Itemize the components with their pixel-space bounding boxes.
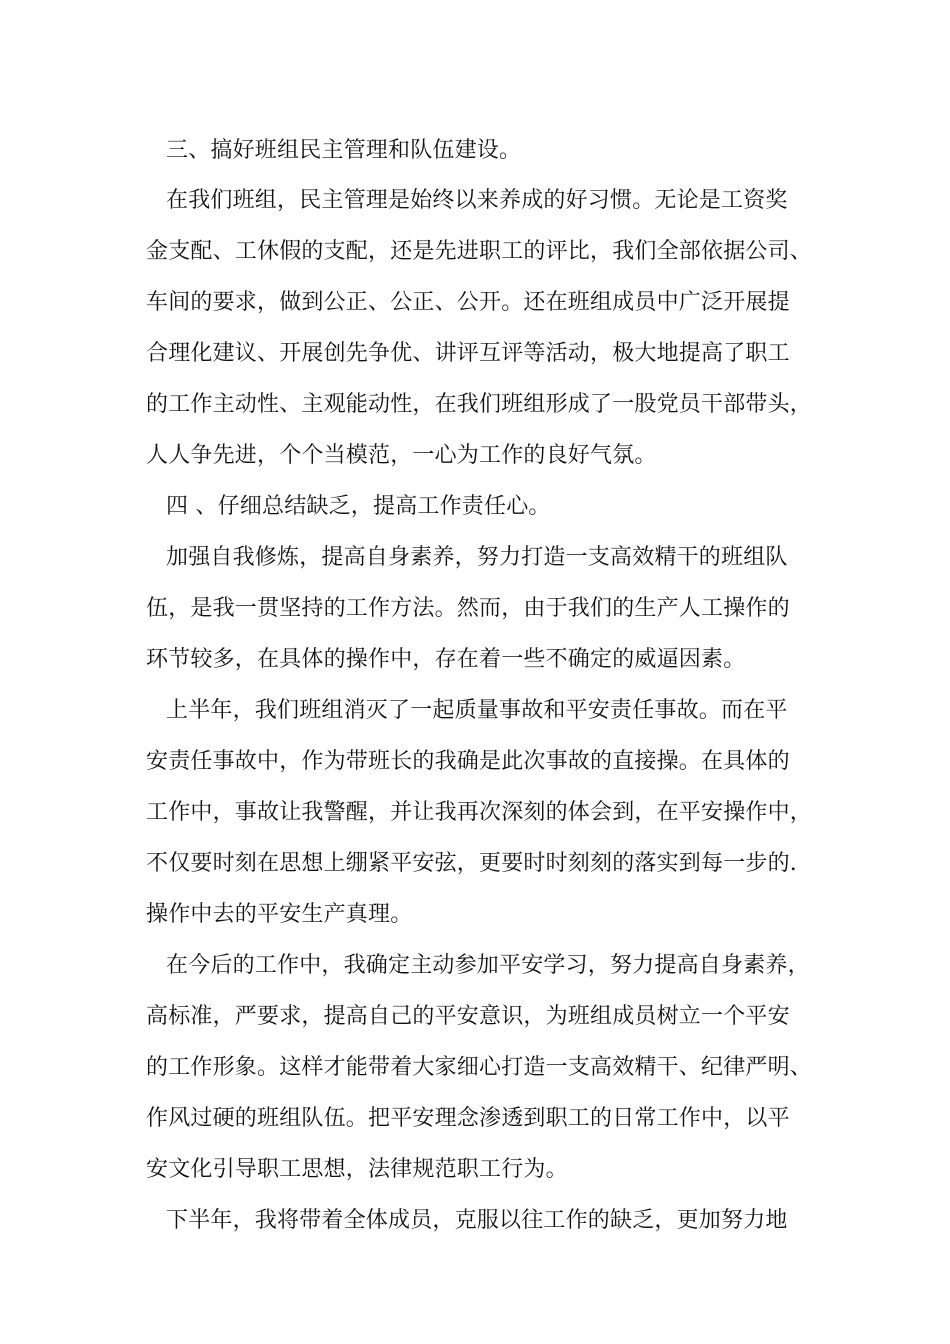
paragraph-line: 环节较多，在具体的操作中，存在着一些不确定的威逼因素。 xyxy=(146,647,746,672)
paragraph-line: 金支配、工休假的支配，还是先进职工的评比，我们全部依据公司、 xyxy=(146,239,813,264)
paragraph-line: 安文化引导职工思想，法律规范职工行为。 xyxy=(146,1157,568,1182)
paragraph-line: 伍，是我一贯坚持的工作方法。然而，由于我们的生产人工操作的 xyxy=(146,596,790,621)
paragraph-line: 高标准，严要求，提高自己的平安意识，为班组成员树立一个平安 xyxy=(146,1004,790,1029)
paragraph-line: 合理化建议、开展创先争优、讲评互评等活动，极大地提高了职工 xyxy=(146,341,790,366)
heading-section-four: 四 、仔细总结缺乏，提高工作责任心。 xyxy=(166,494,551,519)
paragraph-line: 人人争先进，个个当模范，一心为工作的良好气氛。 xyxy=(146,443,657,468)
paragraph-line: 操作中去的平安生产真理。 xyxy=(146,902,413,927)
paragraph-line: 在我们班组，民主管理是始终以来养成的好习惯。无论是工资奖 xyxy=(166,188,788,213)
paragraph-line: 上半年，我们班组消灭了一起质量事故和平安责任事故。而在平 xyxy=(166,698,788,723)
paragraph-line: 车间的要求，做到公正、公正、公开。还在班组成员中广泛开展提 xyxy=(146,290,790,315)
paragraph-line: 的工作主动性、主观能动性，在我们班组形成了一股党员干部带头， xyxy=(146,392,813,417)
heading-section-three: 三、搞好班组民主管理和队伍建设。 xyxy=(166,138,522,163)
paragraph-line: 下半年，我将带着全体成员，克服以往工作的缺乏，更加努力地 xyxy=(166,1208,788,1233)
paragraph-line: 工作中，事故让我警醒，并让我再次深刻的体会到，在平安操作中， xyxy=(146,800,813,825)
paragraph-line: 作风过硬的班组队伍。把平安理念渗透到职工的日常工作中，以平 xyxy=(146,1106,790,1131)
paragraph-line: 安责任事故中，作为带班长的我确是此次事故的直接操。在具体的 xyxy=(146,749,790,774)
paragraph-line: 不仅要时刻在思想上绷紧平安弦，更要时时刻刻的落实到每一步的. xyxy=(146,851,797,876)
paragraph-line: 在今后的工作中，我确定主动参加平安学习，努力提高自身素养， xyxy=(166,953,810,978)
paragraph-line: 的工作形象。这样才能带着大家细心打造一支高效精干、纪律严明、 xyxy=(146,1055,813,1080)
paragraph-line: 加强自我修炼，提高自身素养，努力打造一支高效精干的班组队 xyxy=(166,545,788,570)
